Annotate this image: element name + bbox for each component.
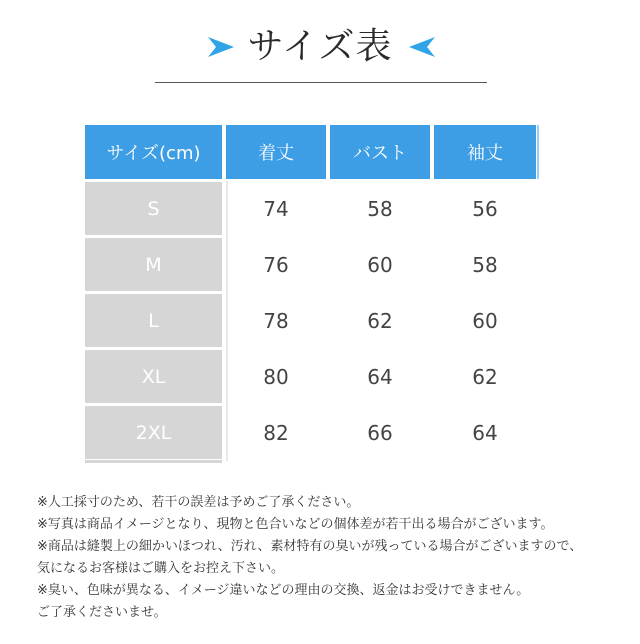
note-line: ※商品は縫製上の細かいほつれ、汚れ、素材特有の臭いが残っている場合がございますので、 <box>37 539 583 554</box>
sleeve-cell: 60 <box>472 308 498 333</box>
sleeve-cell: 56 <box>472 196 498 221</box>
note-line: ※写真は商品イメージとなり、現物と色合いなどの個体差が若干出る場合がございます。 <box>37 517 554 532</box>
size-cell: 2XL <box>85 406 222 459</box>
column-divider <box>537 125 539 179</box>
length-cell: 82 <box>263 420 289 445</box>
notes <box>37 492 637 624</box>
chevron-left-icon <box>407 34 437 60</box>
title-divider <box>155 82 487 83</box>
header-sleeve: 袖丈 <box>434 125 536 179</box>
header-size: サイズ(cm) <box>85 125 222 179</box>
size-cell: XL <box>85 350 222 403</box>
header-bust: バスト <box>330 125 430 179</box>
size-cell: L <box>85 294 222 347</box>
length-cell: 74 <box>263 196 289 221</box>
bust-cell: 66 <box>367 420 393 445</box>
sleeve-cell: 62 <box>472 364 498 389</box>
bust-cell: 60 <box>367 252 393 277</box>
note-line: ご了承くださいませ。 <box>37 605 167 620</box>
title-area <box>0 22 640 72</box>
page-title: サイズ表 <box>247 26 393 67</box>
table-bottom-border <box>85 460 222 463</box>
size-cell: S <box>85 182 222 235</box>
note-line: ※人工採寸のため、若干の誤差は予めご了承ください。 <box>37 495 360 510</box>
bust-cell: 58 <box>367 196 393 221</box>
sleeve-cell: 58 <box>472 252 498 277</box>
size-cell: M <box>85 238 222 291</box>
note-line: 気になるお客様はご購入をお控え下さい。 <box>37 561 285 576</box>
bust-cell: 62 <box>367 308 393 333</box>
note-line: ※臭い、色味が異なる、イメージ違いなどの理由の交換、返金はお受けできません。 <box>37 583 530 598</box>
header-length: 着丈 <box>226 125 326 179</box>
length-cell: 76 <box>263 252 289 277</box>
length-cell: 78 <box>263 308 289 333</box>
size-table <box>85 125 541 465</box>
length-cell: 80 <box>263 364 289 389</box>
bust-cell: 64 <box>367 364 393 389</box>
sleeve-cell: 64 <box>472 420 498 445</box>
